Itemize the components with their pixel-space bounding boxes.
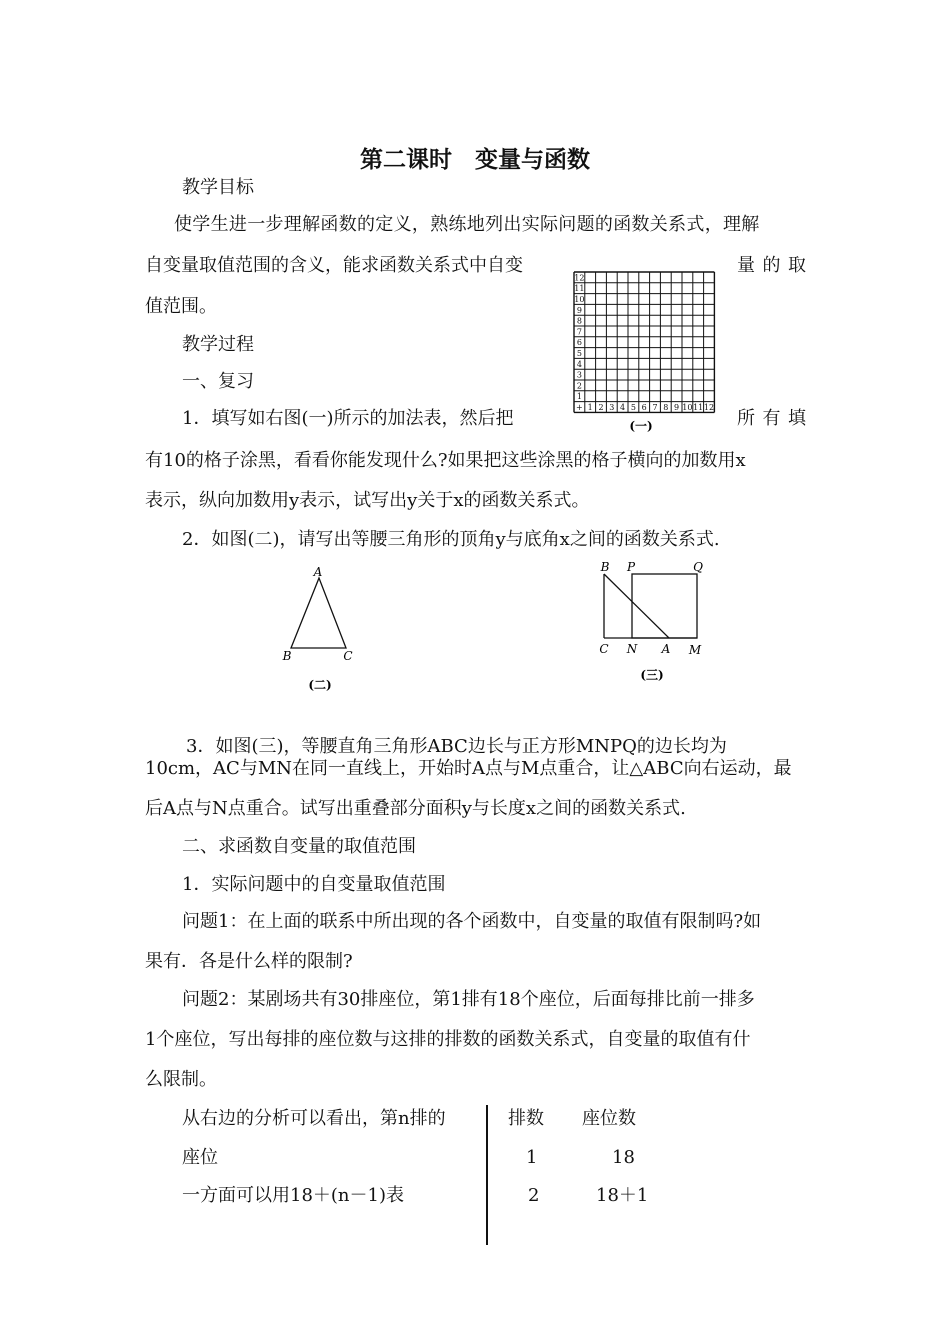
label-m: M [688,643,702,657]
grid-y-label: 7 [576,327,582,337]
section-2-sub-1: 1．实际问题中的自变量取值范围 [182,874,446,895]
page-title: 第二课时 变量与函数 [360,147,590,173]
analysis-line-2: 座位 [182,1147,218,1168]
label-q: Q [693,560,703,574]
grid-x-label: 8 [663,403,669,413]
label-c: C [599,642,609,656]
grid-x-label: 10 [682,403,693,413]
grid-y-label: 3 [576,370,582,380]
grid-y-label: 5 [576,349,582,359]
goal-heading: 教学目标 [182,177,254,198]
figure-3-square-triangle [594,558,724,688]
grid-y-label: 12 [574,273,585,283]
q1-line-1-tail-word-2: 有 [762,408,781,429]
goal-line-2-tail-word-3: 取 [788,255,806,276]
table-row-2-rows: 2 [528,1185,540,1206]
grid-x-label: 1 [587,403,593,413]
label-p: P [626,560,636,574]
grid-y-label: 9 [576,305,582,315]
table-row-1-seats: 18 [612,1147,635,1168]
analysis-line-1: 从右边的分析可以看出，第n排的 [182,1108,446,1129]
grid-y-label: 10 [574,295,585,305]
grid-y-label: 2 [576,381,582,391]
table-row-2-seats: 18＋1 [596,1185,649,1206]
table-header-rows: 排数 [508,1108,544,1129]
q1-line-1: 1．填写如右图(一)所示的加法表，然后把 [182,408,514,429]
grid-x-label: 4 [620,403,626,413]
grid-x-label: 9 [674,403,680,413]
grid-x-label: 3 [609,403,615,413]
section-2-heading: 二、求函数自变量的取值范围 [182,836,416,857]
label-b: B [282,649,292,663]
q1-line-1-tail [737,410,806,428]
figure-1-addition-grid [566,266,726,436]
segment-ba [604,574,669,638]
figure-2-triangle [270,562,380,692]
label-b: B [600,560,610,574]
table-header-seats: 座位数 [582,1108,636,1129]
q1-line-2: 有10的格子涂黑，看看你能发现什么?如果把这些涂黑的格子横向的加数用x [145,450,746,471]
grid-y-label: 6 [576,338,582,348]
grid-y-label: 4 [576,359,582,369]
grid-x-label: 7 [652,403,658,413]
analysis-line-3: 一方面可以用18＋(n－1)表 [182,1185,404,1206]
goal-line-2: 自变量取值范围的含义，能求函数关系式中自变 [145,255,523,276]
grid-corner-label: + [576,403,583,413]
problem-2-line-2: 1个座位，写出每排的座位数与这排的排数的函数关系式，自变量的取值有什 [145,1029,751,1050]
grid-y-label: 8 [576,316,582,326]
process-heading: 教学过程 [182,334,254,355]
grid-y-label: 11 [574,284,585,294]
triangle-abc [291,578,346,648]
grid-y-label: 1 [576,392,582,402]
problem-1-line-1: 问题1：在上面的联系中所出现的各个函数中，自变量的取值有限制吗?如 [182,911,762,932]
q1-line-3: 表示，纵向加数用y表示，试写出y关于x的函数关系式。 [145,490,590,511]
grid-x-label: 6 [641,403,647,413]
q3-line-2: 10cm，AC与MN在同一直线上，开始时A点与M点重合，让△ABC向右运动，最 [145,758,792,779]
table-row-1-rows: 1 [526,1147,538,1168]
problem-1-line-2: 果有．各是什么样的限制? [145,951,353,972]
table-divider [486,1105,488,1245]
goal-line-1-text: 使学生进一步理解函数的定义，熟练地列出实际问题的函数关系式，理解 [174,214,760,235]
q2-text: 2．如图(二)，请写出等腰三角形的顶角y与底角x之间的函数关系式. [182,529,720,550]
goal-line-2-tail [737,257,806,275]
q1-line-1-tail-word-1: 所 [737,408,755,429]
figure-1-caption: (一) [629,419,653,433]
label-n: N [626,642,638,656]
label-c: C [343,649,353,663]
goal-line-2-tail-word-2: 的 [762,255,781,276]
label-a: A [313,565,323,579]
goal-line-2-tail-word-1: 量 [737,255,755,276]
grid-x-label: 2 [598,403,604,413]
problem-2-line-3: 么限制。 [145,1069,217,1090]
grid-x-label: 11 [693,403,704,413]
q3-line-3: 后A点与N点重合。试写出重叠部分面积y与长度x之间的函数关系式. [145,798,686,819]
q3-line-1: 3．如图(三)，等腰直角三角形ABC边长与正方形MNPQ的边长均为 [186,736,727,757]
figure-3-caption: (三) [640,668,664,682]
grid-x-label: 5 [630,403,636,413]
q1-line-1-tail-word-3: 填 [788,408,806,429]
figure-2-caption: (二) [308,678,332,692]
goal-line-3: 值范围。 [145,296,217,317]
square-mnpq [632,574,697,638]
goal-line-1 [174,216,806,234]
label-a: A [661,642,671,656]
grid-x-label: 12 [703,403,715,413]
problem-2-line-1: 问题2：某剧场共有30排座位，第1排有18个座位，后面每排比前一排多 [182,989,755,1010]
review-heading: 一、复习 [182,371,254,392]
